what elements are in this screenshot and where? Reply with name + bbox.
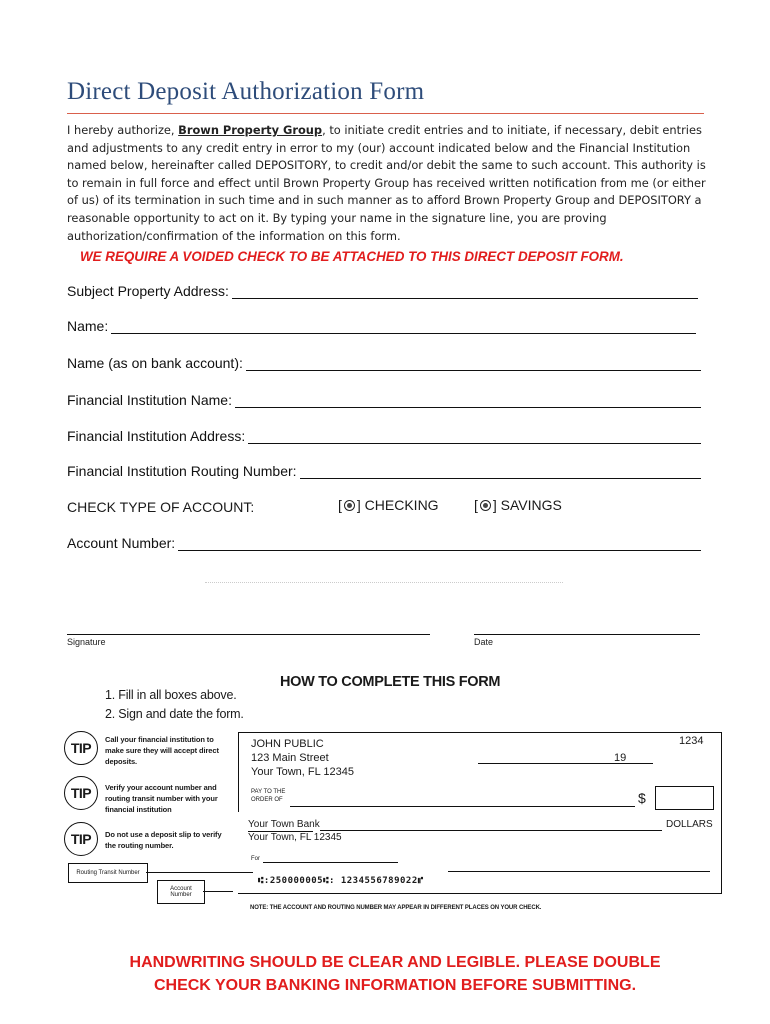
institution-address-input[interactable] <box>248 429 701 444</box>
date-line[interactable] <box>474 634 700 635</box>
savings-bracket-close: ] <box>492 497 501 513</box>
name-input[interactable] <box>111 319 696 334</box>
footer-warning <box>80 951 710 997</box>
institution-address-label: Financial Institution Address: <box>67 428 246 444</box>
date-label: Date <box>474 637 494 647</box>
property-address-field[interactable] <box>67 283 698 299</box>
savings-bracket-open: [ <box>474 497 478 513</box>
company-name: Brown Property Group <box>178 123 323 137</box>
bank-name-label: Name (as on bank account): <box>67 355 243 371</box>
tip-text-2: Verify your account number and routing transit number with your financial institution <box>105 783 218 814</box>
authorization-paragraph <box>67 122 707 245</box>
signature-label: Signature <box>67 637 106 647</box>
memo-line <box>263 862 398 863</box>
check-amount-box <box>655 786 714 810</box>
typed-name-guide <box>205 582 563 583</box>
check-bank-name: Your Town Bank <box>248 819 320 830</box>
order-of-text: ORDER OF <box>251 797 283 803</box>
check-bank-address: Your Town, FL 12345 <box>248 832 342 843</box>
bank-name-input[interactable] <box>246 356 701 371</box>
step-1: 1. Fill in all boxes above. <box>105 688 237 702</box>
pay-to-text: PAY TO THE <box>251 789 286 795</box>
footer-line-1: HANDWRITING SHOULD BE CLEAR AND LEGIBLE. PLEASE DOUBLE <box>129 954 661 971</box>
check-left-edge <box>238 732 239 812</box>
account-number-label: Account Number: <box>67 535 176 551</box>
signature-line[interactable] <box>67 634 430 635</box>
voided-check-warning: WE REQUIRE A VOIDED CHECK TO BE ATTACHED TO THIS DIRECT DEPOSIT FORM. <box>80 249 624 264</box>
check-account-name: JOHN PUBLIC <box>251 738 324 750</box>
property-address-label: Subject Property Address: <box>67 283 229 299</box>
tip-text-1: Call your financial institution to make sure they will accept direct deposits. <box>105 735 219 766</box>
bank-name-field[interactable] <box>67 355 701 371</box>
tip-badge-1: TIP <box>64 731 98 765</box>
account-number-callout <box>157 880 205 904</box>
routing-number-field[interactable] <box>67 463 701 479</box>
tip-text-3: Do not use a deposit slip to verify the routing number. <box>105 830 222 850</box>
how-to-title: HOW TO COMPLETE THIS FORM <box>280 674 501 690</box>
micr-line: ⑆:250000005⑆: 1234556789022⑈ <box>258 876 424 886</box>
title-divider <box>67 113 704 114</box>
checking-radio[interactable] <box>344 500 355 511</box>
memo-label: For <box>251 856 260 862</box>
savings-label: SAVINGS <box>500 497 562 513</box>
savings-radio[interactable] <box>480 500 491 511</box>
property-address-input[interactable] <box>232 284 698 299</box>
intro-before: I hereby authorize, <box>67 123 179 137</box>
check-year: 19 <box>614 752 627 764</box>
check-address-2: Your Town, FL 12345 <box>251 766 354 778</box>
routing-callout-pointer <box>146 872 253 873</box>
intro-after: , to initiate credit entries and to initiate, if necessary, debit entries and adjustments to any credit entry in error to my (our) account indicated below and the Financial Institution named below, hereinafter called DEPOSITORY, to credit and/or debit the same to such account. This authority is to remain in full force and effect until Brown Property Group has received written notification from me (or either of us) of its termination in such time and in such manner as to afford Brown Property Group and DEPOSITORY a reasonable opportunity to act on it. By typing your name in the signature line, you are proving authorization/confirmation of the information on this form. <box>67 123 706 243</box>
account-callout-line-1: Account <box>170 886 192 892</box>
account-callout-pointer <box>203 891 233 892</box>
check-date-line <box>478 763 653 764</box>
dollars-label: DOLLARS <box>666 819 713 830</box>
account-number-field[interactable] <box>67 535 701 551</box>
routing-number-label: Financial Institution Routing Number: <box>67 463 297 479</box>
routing-number-input[interactable] <box>300 464 701 479</box>
dollar-sign: $ <box>638 790 646 806</box>
check-address-1: 123 Main Street <box>251 752 329 764</box>
tip-badge-3: TIP <box>64 822 98 856</box>
payee-line <box>290 806 635 807</box>
checking-option[interactable] <box>338 497 439 513</box>
name-label: Name: <box>67 318 109 334</box>
amount-words-line <box>320 830 662 831</box>
checking-bracket-open: [ <box>338 497 342 513</box>
institution-name-input[interactable] <box>235 393 701 408</box>
form-title: Direct Deposit Authorization Form <box>67 78 425 105</box>
step-2: 2. Sign and date the form. <box>105 707 244 721</box>
footer-line-2: CHECK YOUR BANKING INFORMATION BEFORE SUBMITTING. <box>153 977 637 994</box>
account-callout-line-2: Number <box>170 892 192 898</box>
institution-name-label: Financial Institution Name: <box>67 392 232 408</box>
checking-bracket-close: ] <box>356 497 365 513</box>
name-field[interactable] <box>67 318 696 334</box>
account-type-label: CHECK TYPE OF ACCOUNT: <box>67 499 255 515</box>
checking-label: CHECKING <box>364 497 439 513</box>
institution-address-field[interactable] <box>67 428 701 444</box>
check-signature-line <box>448 871 710 872</box>
savings-option[interactable] <box>474 497 562 513</box>
account-number-input[interactable] <box>178 536 701 551</box>
routing-number-callout: Routing Transit Number <box>68 863 148 883</box>
check-pay-to <box>251 788 285 804</box>
institution-name-field[interactable] <box>67 392 701 408</box>
check-note: NOTE: THE ACCOUNT AND ROUTING NUMBER MAY APPEAR IN DIFFERENT PLACES ON YOUR CHECK. <box>250 905 542 911</box>
tip-badge-2: TIP <box>64 776 98 810</box>
check-number: 1234 <box>679 735 704 747</box>
